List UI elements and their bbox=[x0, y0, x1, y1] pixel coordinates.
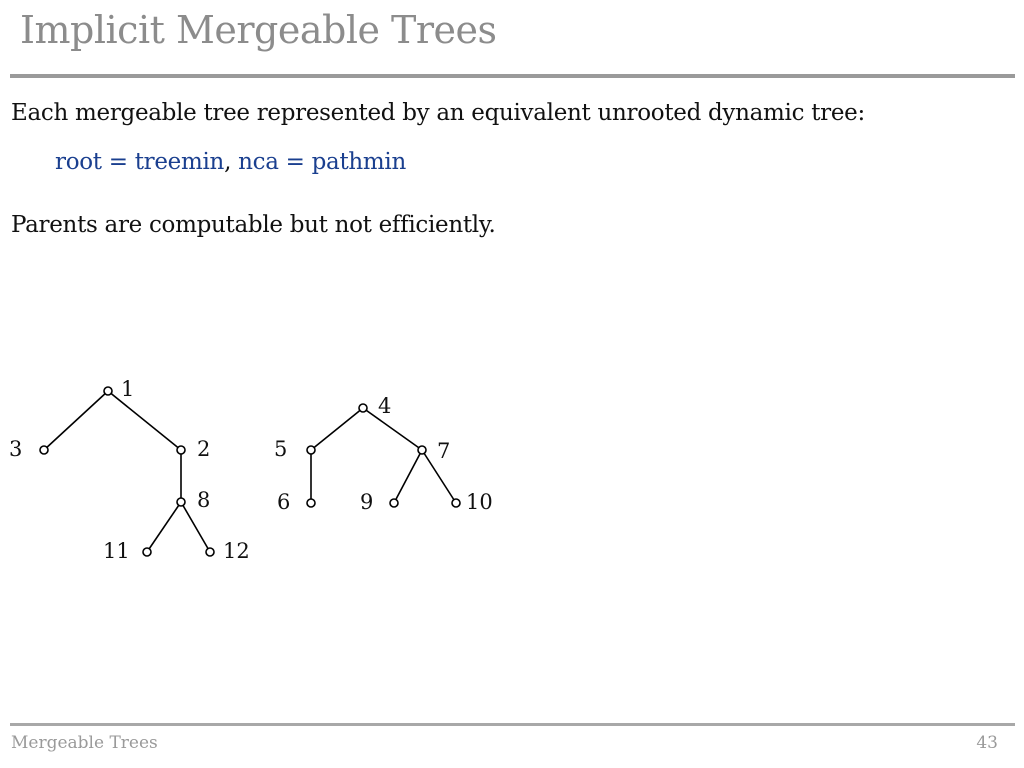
node-label-8: 8 bbox=[197, 488, 211, 512]
page-number: 43 bbox=[976, 733, 998, 753]
node-5 bbox=[307, 446, 315, 454]
separator-comma: , bbox=[224, 149, 232, 175]
node-8 bbox=[177, 498, 185, 506]
title-divider bbox=[10, 74, 1015, 78]
edge-8-12 bbox=[181, 502, 210, 552]
tree-2 bbox=[274, 394, 493, 514]
node-label-6: 6 bbox=[277, 490, 291, 514]
node-label-1: 1 bbox=[121, 377, 135, 401]
node-10 bbox=[452, 499, 460, 507]
edge-8-11 bbox=[147, 502, 181, 552]
node-label-5: 5 bbox=[274, 437, 288, 461]
node-6 bbox=[307, 499, 315, 507]
node-label-9: 9 bbox=[360, 490, 374, 514]
node-label-4: 4 bbox=[378, 394, 392, 418]
root-treemin-text: root = treemin bbox=[55, 149, 225, 175]
node-label-10: 10 bbox=[466, 490, 493, 514]
node-2 bbox=[177, 446, 185, 454]
edge-7-9 bbox=[394, 450, 422, 503]
node-label-12: 12 bbox=[223, 539, 250, 563]
edge-1-3 bbox=[44, 391, 108, 450]
node-label-11: 11 bbox=[103, 539, 130, 563]
node-12 bbox=[206, 548, 214, 556]
slide-title: Implicit Mergeable Trees bbox=[20, 8, 497, 52]
node-3 bbox=[40, 446, 48, 454]
body-line-1: Each mergeable tree represented by an equivalent unrooted dynamic tree: bbox=[11, 100, 865, 126]
edge-1-2 bbox=[108, 391, 181, 450]
node-1 bbox=[104, 387, 112, 395]
body-sub-line bbox=[55, 149, 406, 175]
node-label-3: 3 bbox=[9, 437, 23, 461]
footer-divider bbox=[10, 723, 1015, 726]
node-label-2: 2 bbox=[197, 437, 211, 461]
node-label-7: 7 bbox=[437, 439, 451, 463]
node-11 bbox=[143, 548, 151, 556]
node-4 bbox=[359, 404, 367, 412]
edge-4-5 bbox=[311, 408, 363, 450]
edge-7-10 bbox=[422, 450, 456, 503]
body-line-3: Parents are computable but not efficiently. bbox=[11, 212, 496, 238]
nca-pathmin-text: nca = pathmin bbox=[238, 149, 406, 175]
edge-4-7 bbox=[363, 408, 422, 450]
node-9 bbox=[390, 499, 398, 507]
footer-title: Mergeable Trees bbox=[11, 733, 158, 753]
node-7 bbox=[418, 446, 426, 454]
tree-1 bbox=[9, 377, 250, 563]
